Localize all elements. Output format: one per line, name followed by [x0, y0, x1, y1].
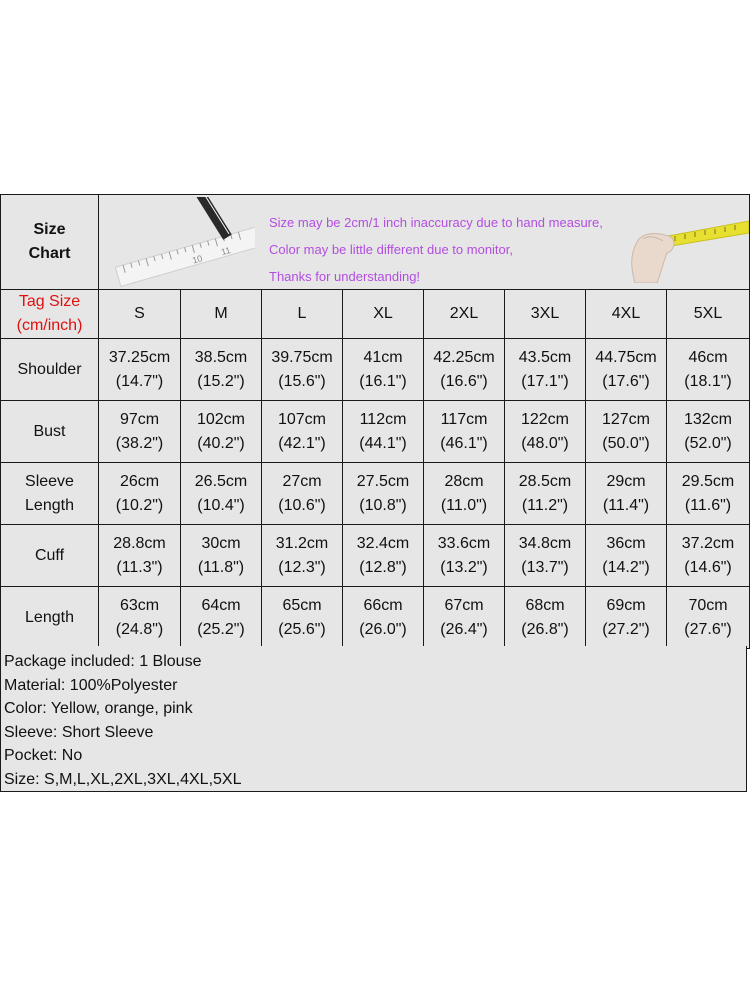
tag-size-line-2: (cm/inch): [16, 317, 83, 334]
inch-value: (13.7"): [521, 558, 569, 576]
tag-size-label: [1, 290, 99, 339]
cm-value: 70cm: [688, 596, 728, 614]
measurement-cell: [181, 587, 262, 649]
inch-value: (10.4"): [197, 496, 245, 514]
inch-value: (12.3"): [278, 558, 326, 576]
inch-value: (14.2"): [602, 558, 650, 576]
inch-value: (25.6"): [278, 620, 326, 638]
note-line: Thanks for understanding!: [269, 269, 421, 284]
inch-value: (15.6"): [278, 372, 326, 390]
measurement-cell: [667, 463, 750, 525]
measurement-cell: [586, 401, 667, 463]
cm-value: 29.5cm: [681, 472, 735, 490]
inch-value: (11.4"): [602, 496, 650, 514]
inch-value: (40.2"): [197, 434, 245, 452]
measurement-cell: [586, 463, 667, 525]
measurement-rows: [1, 339, 750, 649]
cm-value: 68cm: [525, 596, 565, 614]
measurement-cell: [667, 339, 750, 401]
row-label: [1, 525, 99, 587]
inch-value: (14.7"): [115, 372, 164, 390]
notes-banner: [99, 195, 750, 290]
cm-value: 127cm: [601, 410, 651, 428]
info-line: Package included: 1 Blouse: [4, 653, 202, 670]
inch-value: (13.2"): [440, 558, 488, 576]
inch-value: (12.8"): [359, 558, 407, 576]
cm-value: 112cm: [359, 410, 407, 428]
inch-value: (26.0"): [359, 620, 407, 638]
measurement-cell: [262, 401, 343, 463]
inch-value: (17.1"): [521, 372, 569, 390]
measurement-cell: [181, 525, 262, 587]
inch-value: (26.4"): [440, 620, 488, 638]
cm-value: 42.25cm: [433, 348, 495, 366]
measurement-cell: [262, 339, 343, 401]
product-info: [0, 646, 747, 792]
measurement-cell: [424, 587, 505, 649]
size-chart-title: [1, 195, 99, 290]
measurement-cell: [424, 339, 505, 401]
table-row: [1, 401, 750, 463]
inch-value: (27.6"): [684, 620, 732, 638]
measurement-cell: [667, 587, 750, 649]
cm-value: 34.8cm: [518, 534, 572, 552]
measuring-tape-hand-icon: [619, 203, 749, 283]
inch-value: (42.1"): [278, 434, 326, 452]
inch-value: (11.3"): [116, 558, 163, 576]
cm-value: 64cm: [201, 596, 241, 614]
cm-value: 66cm: [363, 596, 403, 614]
measurement-cell: [586, 587, 667, 649]
inch-value: (26.8"): [521, 620, 569, 638]
cm-value: 30cm: [201, 534, 241, 552]
row-label: [1, 339, 99, 401]
cm-value: 26.5cm: [194, 472, 248, 490]
cm-value: 28.5cm: [518, 472, 572, 490]
inch-value: (16.6"): [440, 372, 488, 390]
size-header: S: [99, 290, 181, 339]
inch-value: (25.2"): [197, 620, 245, 638]
size-header: M: [181, 290, 262, 339]
size-header: 5XL: [667, 290, 750, 339]
cm-value: 46cm: [688, 348, 728, 366]
row-label-line: Length: [25, 608, 74, 626]
note-line: Color may be little different due to monitor,: [269, 242, 513, 257]
cm-value: 27cm: [282, 472, 322, 490]
cm-value: 31.2cm: [275, 534, 329, 552]
measurement-notes: [269, 209, 603, 289]
row-label: [1, 401, 99, 463]
tag-size-line-1: Tag Size: [18, 293, 81, 310]
inch-value: (46.1"): [440, 434, 488, 452]
measurement-cell: [667, 401, 750, 463]
cm-value: 28cm: [444, 472, 484, 490]
measurement-cell: [505, 463, 586, 525]
row-label-line: Sleeve: [25, 472, 74, 490]
inch-value: (15.2"): [197, 372, 245, 390]
inch-value: (18.1"): [684, 372, 732, 390]
cm-value: 37.25cm: [108, 348, 171, 366]
size-header: 4XL: [586, 290, 667, 339]
cm-value: 38.5cm: [194, 348, 248, 366]
inch-value: (44.1"): [359, 434, 407, 452]
inch-value: (10.8"): [359, 496, 407, 514]
note-line: Size may be 2cm/1 inch inaccuracy due to hand measure,: [269, 215, 603, 230]
measurement-cell: [586, 339, 667, 401]
measurement-cell: [505, 339, 586, 401]
cm-value: 65cm: [282, 596, 322, 614]
cm-value: 63cm: [119, 596, 160, 614]
cm-value: 43.5cm: [518, 348, 572, 366]
cm-value: 67cm: [444, 596, 484, 614]
inch-value: (11.8"): [197, 558, 245, 576]
cm-value: 37.2cm: [681, 534, 735, 552]
size-header: XL: [343, 290, 424, 339]
cm-value: 102cm: [196, 410, 246, 428]
inch-value: (10.6"): [278, 496, 326, 514]
inch-value: (50.0"): [602, 434, 650, 452]
title-line-1: Size: [33, 221, 66, 238]
info-line: Material: 100%Polyester: [4, 676, 178, 694]
size-header: L: [262, 290, 343, 339]
table-row: [1, 525, 750, 587]
info-line: Sleeve: Short Sleeve: [4, 723, 154, 741]
svg-text:10: 10: [191, 253, 204, 266]
inch-value: (52.0"): [684, 434, 732, 452]
measurement-cell: [343, 587, 424, 649]
cm-value: 122cm: [520, 410, 570, 428]
measurement-cell: [505, 587, 586, 649]
measurement-cell: [99, 587, 181, 649]
measurement-cell: [343, 339, 424, 401]
cm-value: 28.8cm: [113, 534, 166, 552]
cm-value: 44.75cm: [595, 348, 657, 366]
measurement-cell: [505, 525, 586, 587]
inch-value: (24.8"): [115, 620, 164, 638]
info-line: Color: Yellow, orange, pink: [4, 700, 193, 717]
inch-value: (10.2"): [115, 496, 164, 514]
cm-value: 39.75cm: [271, 348, 333, 366]
cm-value: 69cm: [606, 596, 646, 614]
inch-value: (11.2"): [521, 496, 569, 514]
title-line-2: Chart: [28, 245, 71, 262]
info-line: Size: S,M,L,XL,2XL,3XL,4XL,5XL: [4, 770, 242, 788]
measurement-cell: [99, 463, 181, 525]
measurement-cell: [343, 525, 424, 587]
cm-value: 36cm: [606, 534, 646, 552]
inch-value: (38.2"): [115, 434, 164, 452]
measurement-cell: [667, 525, 750, 587]
cm-value: 97cm: [119, 410, 160, 428]
inch-value: (48.0"): [521, 434, 569, 452]
row-label-line: Cuff: [34, 546, 65, 564]
size-header: 2XL: [424, 290, 505, 339]
measurement-cell: [424, 463, 505, 525]
cm-value: 33.6cm: [437, 534, 491, 552]
size-table: [0, 194, 750, 649]
cm-value: 41cm: [363, 348, 403, 366]
measurement-cell: [586, 525, 667, 587]
measurement-cell: [505, 401, 586, 463]
row-label-line: Bust: [33, 422, 66, 440]
measurement-cell: [99, 401, 181, 463]
measurement-cell: [99, 339, 181, 401]
cm-value: 132cm: [683, 410, 733, 428]
measurement-cell: [343, 463, 424, 525]
inch-value: (11.6"): [684, 496, 732, 514]
row-label-line: Length: [25, 496, 74, 514]
table-row: [1, 339, 750, 401]
svg-text:11: 11: [219, 245, 232, 258]
cm-value: 117cm: [440, 410, 488, 428]
measurement-cell: [181, 401, 262, 463]
pencil-ruler-icon: [105, 197, 255, 289]
inch-value: (27.2"): [602, 620, 650, 638]
inch-value: (17.6"): [602, 372, 650, 390]
row-label-line: Shoulder: [17, 360, 82, 378]
measurement-cell: [262, 587, 343, 649]
inch-value: (11.0"): [440, 496, 488, 514]
cm-value: 26cm: [119, 472, 160, 490]
cm-value: 27.5cm: [356, 472, 410, 490]
measurement-cell: [181, 339, 262, 401]
measurement-cell: [181, 463, 262, 525]
measurement-cell: [99, 525, 181, 587]
inch-value: (14.6"): [684, 558, 732, 576]
measurement-cell: [343, 401, 424, 463]
row-label: [1, 463, 99, 525]
row-label: [1, 587, 99, 649]
cm-value: 29cm: [606, 472, 646, 490]
measurement-cell: [424, 525, 505, 587]
table-row: [1, 587, 750, 649]
cm-value: 32.4cm: [356, 534, 410, 552]
table-row: [1, 463, 750, 525]
measurement-cell: [262, 525, 343, 587]
cm-value: 107cm: [277, 410, 327, 428]
info-line: Pocket: No: [4, 747, 83, 764]
size-header: 3XL: [505, 290, 586, 339]
measurement-cell: [262, 463, 343, 525]
measurement-cell: [424, 401, 505, 463]
inch-value: (16.1"): [359, 372, 407, 390]
